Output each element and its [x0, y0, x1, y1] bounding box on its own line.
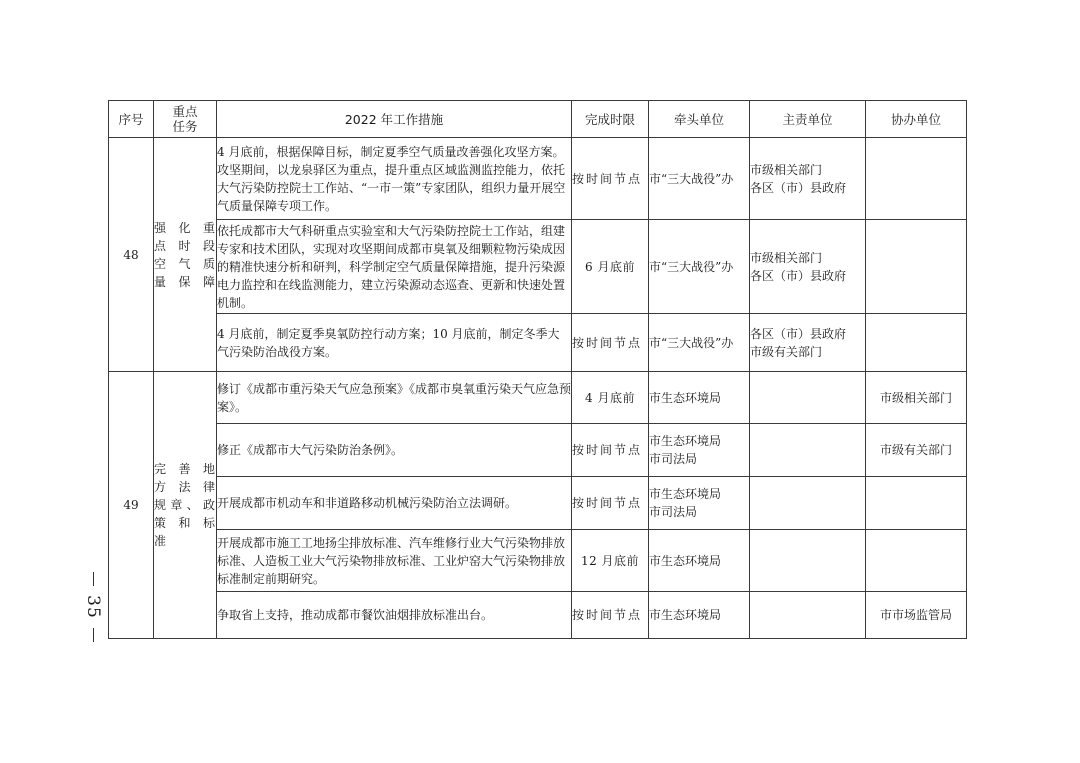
table-body: [109, 138, 967, 639]
table-row: [109, 477, 967, 530]
assist-unit-cell: 市级相关部门: [866, 372, 967, 424]
page-number-dash-top: [93, 572, 94, 586]
lead-unit-cell: 市生态环境局 市司法局: [649, 424, 750, 477]
responsible-unit-cell: [750, 372, 866, 424]
assist-unit-cell: [866, 314, 967, 372]
table-row: [109, 530, 967, 592]
deadline-cell: 按时间节点: [572, 592, 649, 639]
header-responsible: 主责单位: [750, 101, 866, 138]
task-line: 量保障: [154, 274, 216, 289]
group-task-cell: [154, 372, 217, 639]
deadline-cell: 4 月底前: [572, 372, 649, 424]
responsible-unit-cell: [750, 477, 866, 530]
header-task: 重点任务: [154, 101, 217, 138]
header-measures: 2022 年工作措施: [217, 101, 572, 138]
table-row: [109, 220, 967, 314]
table-row: [109, 138, 967, 220]
task-line: 强 化 重: [154, 220, 216, 235]
lead-unit-cell: 市生态环境局: [649, 372, 750, 424]
measure-cell: 开展成都市机动车和非道路移动机械污染防治立法调研。: [217, 477, 572, 530]
measure-cell: 修订《成都市重污染天气应急预案》《成都市臭氧重污染天气应急预案》。: [217, 372, 572, 424]
header-assist: 协办单位: [866, 101, 967, 138]
task-line: 空 气 质: [154, 256, 216, 271]
measures-table: [108, 100, 967, 639]
measure-cell: 修正《成都市大气污染防治条例》。: [217, 424, 572, 477]
lead-unit-cell: 市生态环境局: [649, 530, 750, 592]
responsible-unit-cell: 市级相关部门 各区（市）县政府: [750, 138, 866, 220]
assist-unit-cell: [866, 220, 967, 314]
deadline-cell: 按时间节点: [572, 314, 649, 372]
lead-unit-cell: 市“三大战役”办: [649, 314, 750, 372]
responsible-unit-cell: [750, 530, 866, 592]
deadline-cell: 12 月底前: [572, 530, 649, 592]
table-row: [109, 372, 967, 424]
lead-unit-cell: 市生态环境局: [649, 592, 750, 639]
measure-cell: 4 月底前，制定夏季臭氧防控行动方案；10 月底前，制定冬季大气污染防治战役方案。: [217, 314, 572, 372]
page-number: [78, 572, 108, 642]
header-row: [109, 101, 967, 138]
task-line: 方 法 律: [154, 480, 216, 494]
group-seq-cell: 48: [109, 138, 154, 372]
measure-cell: 争取省上支持，推动成都市餐饮油烟排放标准出台。: [217, 592, 572, 639]
responsible-unit-cell: 各区（市）县政府 市级有关部门: [750, 314, 866, 372]
deadline-cell: 6 月底前: [572, 220, 649, 314]
deadline-cell: 按时间节点: [572, 424, 649, 477]
header-lead: 牵头单位: [649, 101, 750, 138]
responsible-unit-cell: 市级相关部门 各区（市）县政府: [750, 220, 866, 314]
measure-cell: 依托成都市大气科研重点实验室和大气污染防控院士工作站，组建专家和技术团队，实现对攻坚期间成都市臭氧及细颗粒物污染成因的精准快速分析和研判，科学制定空气质量保障措施，提升污染源电力监控和在线监测能力，建立污染源动态巡查、更新和快速处置机制。: [217, 220, 572, 314]
table-row: [109, 314, 967, 372]
page-number-dash-bottom: [93, 628, 94, 642]
task-line: 完 善 地: [154, 462, 216, 476]
responsible-unit-cell: [750, 424, 866, 477]
measure-cell: 4 月底前，根据保障目标，制定夏季空气质量改善强化攻坚方案。攻坚期间，以龙泉驿区为重点，提升重点区域监测监控能力，依托大气污染防控院士工作站、“一市一策”专家团队，组织力量开展空气质量保障专项工作。: [217, 138, 572, 220]
header-deadline: 完成时限: [572, 101, 649, 138]
assist-unit-cell: [866, 477, 967, 530]
assist-unit-cell: 市市场监管局: [866, 592, 967, 639]
task-line: 准: [154, 534, 168, 548]
lead-unit-cell: 市“三大战役”办: [649, 220, 750, 314]
lead-unit-cell: 市“三大战役”办: [649, 138, 750, 220]
task-line: 规章、政: [154, 498, 216, 512]
group-seq-cell: 49: [109, 372, 154, 639]
assist-unit-cell: 市级有关部门: [866, 424, 967, 477]
page-number-value: 35: [82, 595, 103, 619]
group-task-cell: [154, 138, 217, 372]
deadline-cell: 按时间节点: [572, 477, 649, 530]
table-row: [109, 424, 967, 477]
task-line: 策 和 标: [154, 516, 216, 530]
task-line: 点 时 段: [154, 238, 216, 253]
measure-cell: 开展成都市施工工地扬尘排放标准、汽车维修行业大气污染物排放标准、人造板工业大气污染物排放标准、工业炉窑大气污染物排放标准制定前期研究。: [217, 530, 572, 592]
assist-unit-cell: [866, 530, 967, 592]
table-row: [109, 592, 967, 639]
assist-unit-cell: [866, 138, 967, 220]
responsible-unit-cell: [750, 592, 866, 639]
lead-unit-cell: 市生态环境局 市司法局: [649, 477, 750, 530]
header-seq: 序号: [109, 101, 154, 138]
deadline-cell: 按时间节点: [572, 138, 649, 220]
